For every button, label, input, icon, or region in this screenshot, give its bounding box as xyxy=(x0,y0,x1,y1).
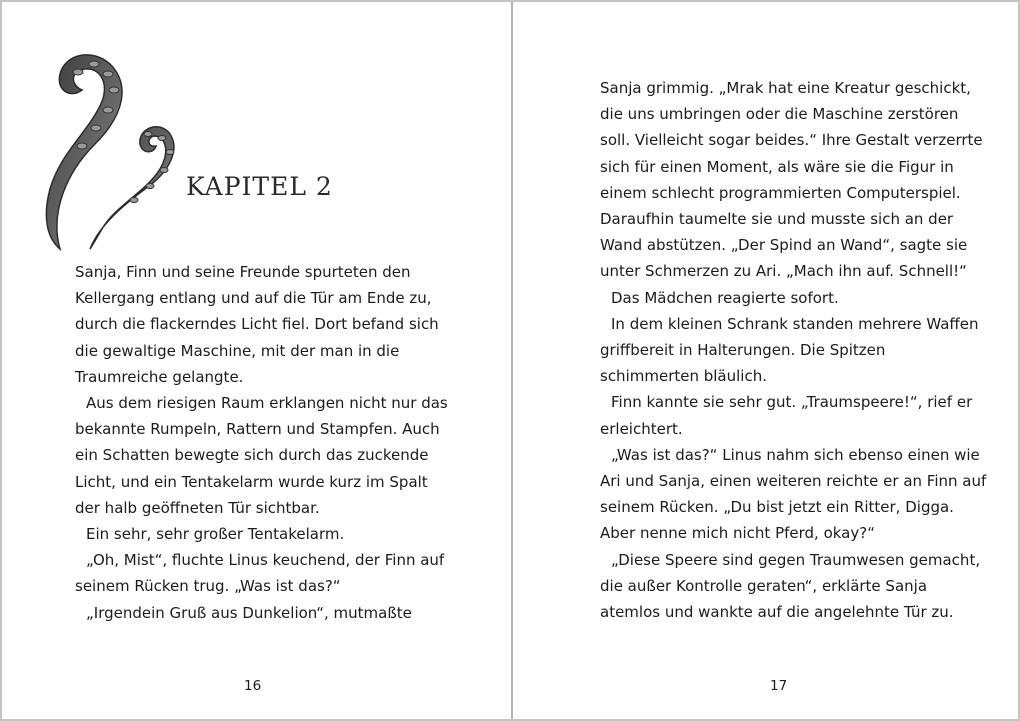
text-line: die uns umbringen oder die Maschine zerstören xyxy=(600,105,959,124)
right-page xyxy=(513,2,1018,719)
page-number-left: 16 xyxy=(244,678,262,694)
page-number-right: 17 xyxy=(770,678,788,694)
text-line: „Diese Speere sind gegen Traumwesen gemacht, xyxy=(611,550,981,569)
text-line: erleichtert. xyxy=(600,419,683,438)
text-line: schimmerten bläulich. xyxy=(600,367,767,386)
text-line: sich für einen Moment, als wäre sie die Figur in xyxy=(600,157,954,176)
text-line: „Oh, Mist“, fluchte Linus keuchend, der Finn auf xyxy=(86,551,445,570)
text-line: atemlos und wankte auf die angelehnte Tür zu. xyxy=(600,603,954,622)
text-line: durch die flackerndes Licht fiel. Dort befand sich xyxy=(75,315,439,334)
text-line: Sanja, Finn und seine Freunde spurteten den xyxy=(75,263,411,281)
text-line: „Irgendein Gruß aus Dunkelion“, mutmaßte xyxy=(86,603,412,622)
text-line: Aber nenne mich nicht Pferd, okay?“ xyxy=(600,524,875,543)
text-line: Sanja grimmig. „Mrak hat eine Kreatur geschickt, xyxy=(600,79,971,97)
text-line: Das Mädchen reagierte sofort. xyxy=(611,288,839,307)
text-line: Wand abstützen. „Der Spind an Wand“, sagte sie xyxy=(600,236,968,255)
text-line: Ein sehr, sehr großer Tentakelarm. xyxy=(86,525,345,544)
text-line: unter Schmerzen zu Ari. „Mach ihn auf. Schnell!“ xyxy=(600,262,967,281)
text-line: Daraufhin taumelte sie und musste sich an der xyxy=(600,210,954,229)
text-line: Traumreiche gelangte. xyxy=(75,367,244,386)
left-page xyxy=(2,2,511,719)
text-line: soll. Vielleicht sogar beides.“ Ihre Gestalt verzerrte xyxy=(600,131,983,150)
left-page-text xyxy=(75,259,448,626)
text-line: Licht, und ein Tentakelarm wurde kurz im Spalt xyxy=(75,472,428,491)
text-line: einem schlecht programmierten Computerspiel. xyxy=(600,183,961,202)
text-line: Aus dem riesigen Raum erklangen nicht nur das xyxy=(86,394,448,413)
text-line: „Was ist das?“ Linus nahm sich ebenso einen wie xyxy=(611,445,980,464)
text-line: bekannte Rumpeln, Rattern und Stampfen. Auch xyxy=(75,420,440,439)
right-page-text xyxy=(600,75,987,625)
tentacle-illustration-icon xyxy=(20,24,205,254)
text-line: Ari und Sanja, einen weiteren reichte er an Finn auf xyxy=(600,472,987,491)
text-line: Finn kannte sie sehr gut. „Traumspeere!“, rief er xyxy=(611,393,973,412)
text-line: griffbereit in Halterungen. Die Spitzen xyxy=(600,341,886,360)
text-line: In dem kleinen Schrank standen mehrere Waffen xyxy=(611,314,979,333)
text-line: der halb geöffneten Tür sichtbar. xyxy=(75,498,320,517)
text-line: die außer Kontrolle geraten“, erklärte Sanja xyxy=(600,576,928,595)
chapter-title: KAPITEL 2 xyxy=(186,172,333,201)
text-line: seinem Rücken. „Du bist jetzt ein Ritter, Digga. xyxy=(600,498,954,517)
text-line: ein Schatten bewegte sich durch das zuckende xyxy=(75,446,429,465)
text-line: Kellergang entlang und auf die Tür am Ende zu, xyxy=(75,289,432,308)
text-line: seinem Rücken trug. „Was ist das?“ xyxy=(75,577,341,596)
text-line: die gewaltige Maschine, mit der man in die xyxy=(75,341,400,360)
